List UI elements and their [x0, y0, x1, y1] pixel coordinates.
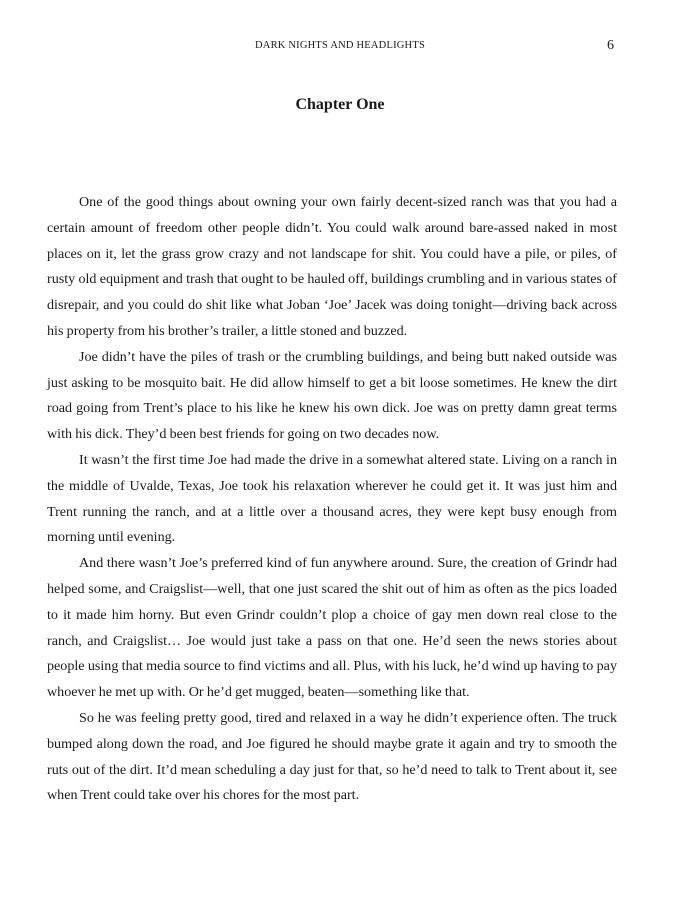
paragraph: It wasn’t the first time Joe had made the drive in a somewhat altered state. Living on a ranch in the middle of Uvalde, Texas, Joe took his relaxation wherever he could get it. It was just him and Trent running the ranch, and at a little over a thousand acres, they were kept busy enough from morning until evening.	[47, 451, 617, 546]
paragraph: And there wasn’t Joe’s preferred kind of fun anywhere around. Sure, the creation of Grindr had helped some, and Craigslist—well, that one just scared the shit out of him as often as the pics loaded to it made him horny. But even Grindr couldn’t plop a choice of gay men down real close to the ranch, and Craigslist… Joe would just take a pass on that one. He’d seen the news stories about people using that media source to find victims and all. Plus, with his luck, he’d wind up having to pay whoever he met up with. Or he’d get mugged, beaten—something like that.	[47, 555, 617, 701]
paragraph: So he was feeling pretty good, tired and relaxed in a way he didn’t experience often. The truck bumped along down the road, and Joe figured he should maybe grate it again and try to smooth the ruts out of the dirt. It’d mean scheduling a day just for that, so he’d need to talk to Trent about it, see when Trent could take over his chores for the most part.	[47, 709, 617, 804]
paragraph: One of the good things about owning your own fairly decent-sized ranch was that you had a certain amount of freedom other people didn’t. You could walk around bare-assed naked in most places on it, let the grass grow crazy and not landscape for shit. You could have a pile, or piles, of rusty old equipment and trash that ought to be hauled off, buildings crumbling and in various states of disrepair, and you could do shit like what Joban ‘Joe’ Jacek was doing tonight—driving back across his property from his brother’s trailer, a little stoned and buzzed.	[47, 194, 617, 339]
paragraph: Joe didn’t have the piles of trash or the crumbling buildings, and being butt naked outside was just asking to be mosquito bait. He did allow himself to get a bit loose sometimes. He knew the dirt road going from Trent’s place to his like he knew his own dick. Joe was on pretty damn great terms with his dick. They’d been best friends for going on two decades now.	[47, 348, 617, 443]
page-number: 6	[607, 38, 614, 53]
running-header-title: DARK NIGHTS AND HEADLIGHTS	[255, 40, 425, 51]
body-text	[47, 190, 617, 809]
chapter-title: Chapter One	[295, 96, 385, 113]
